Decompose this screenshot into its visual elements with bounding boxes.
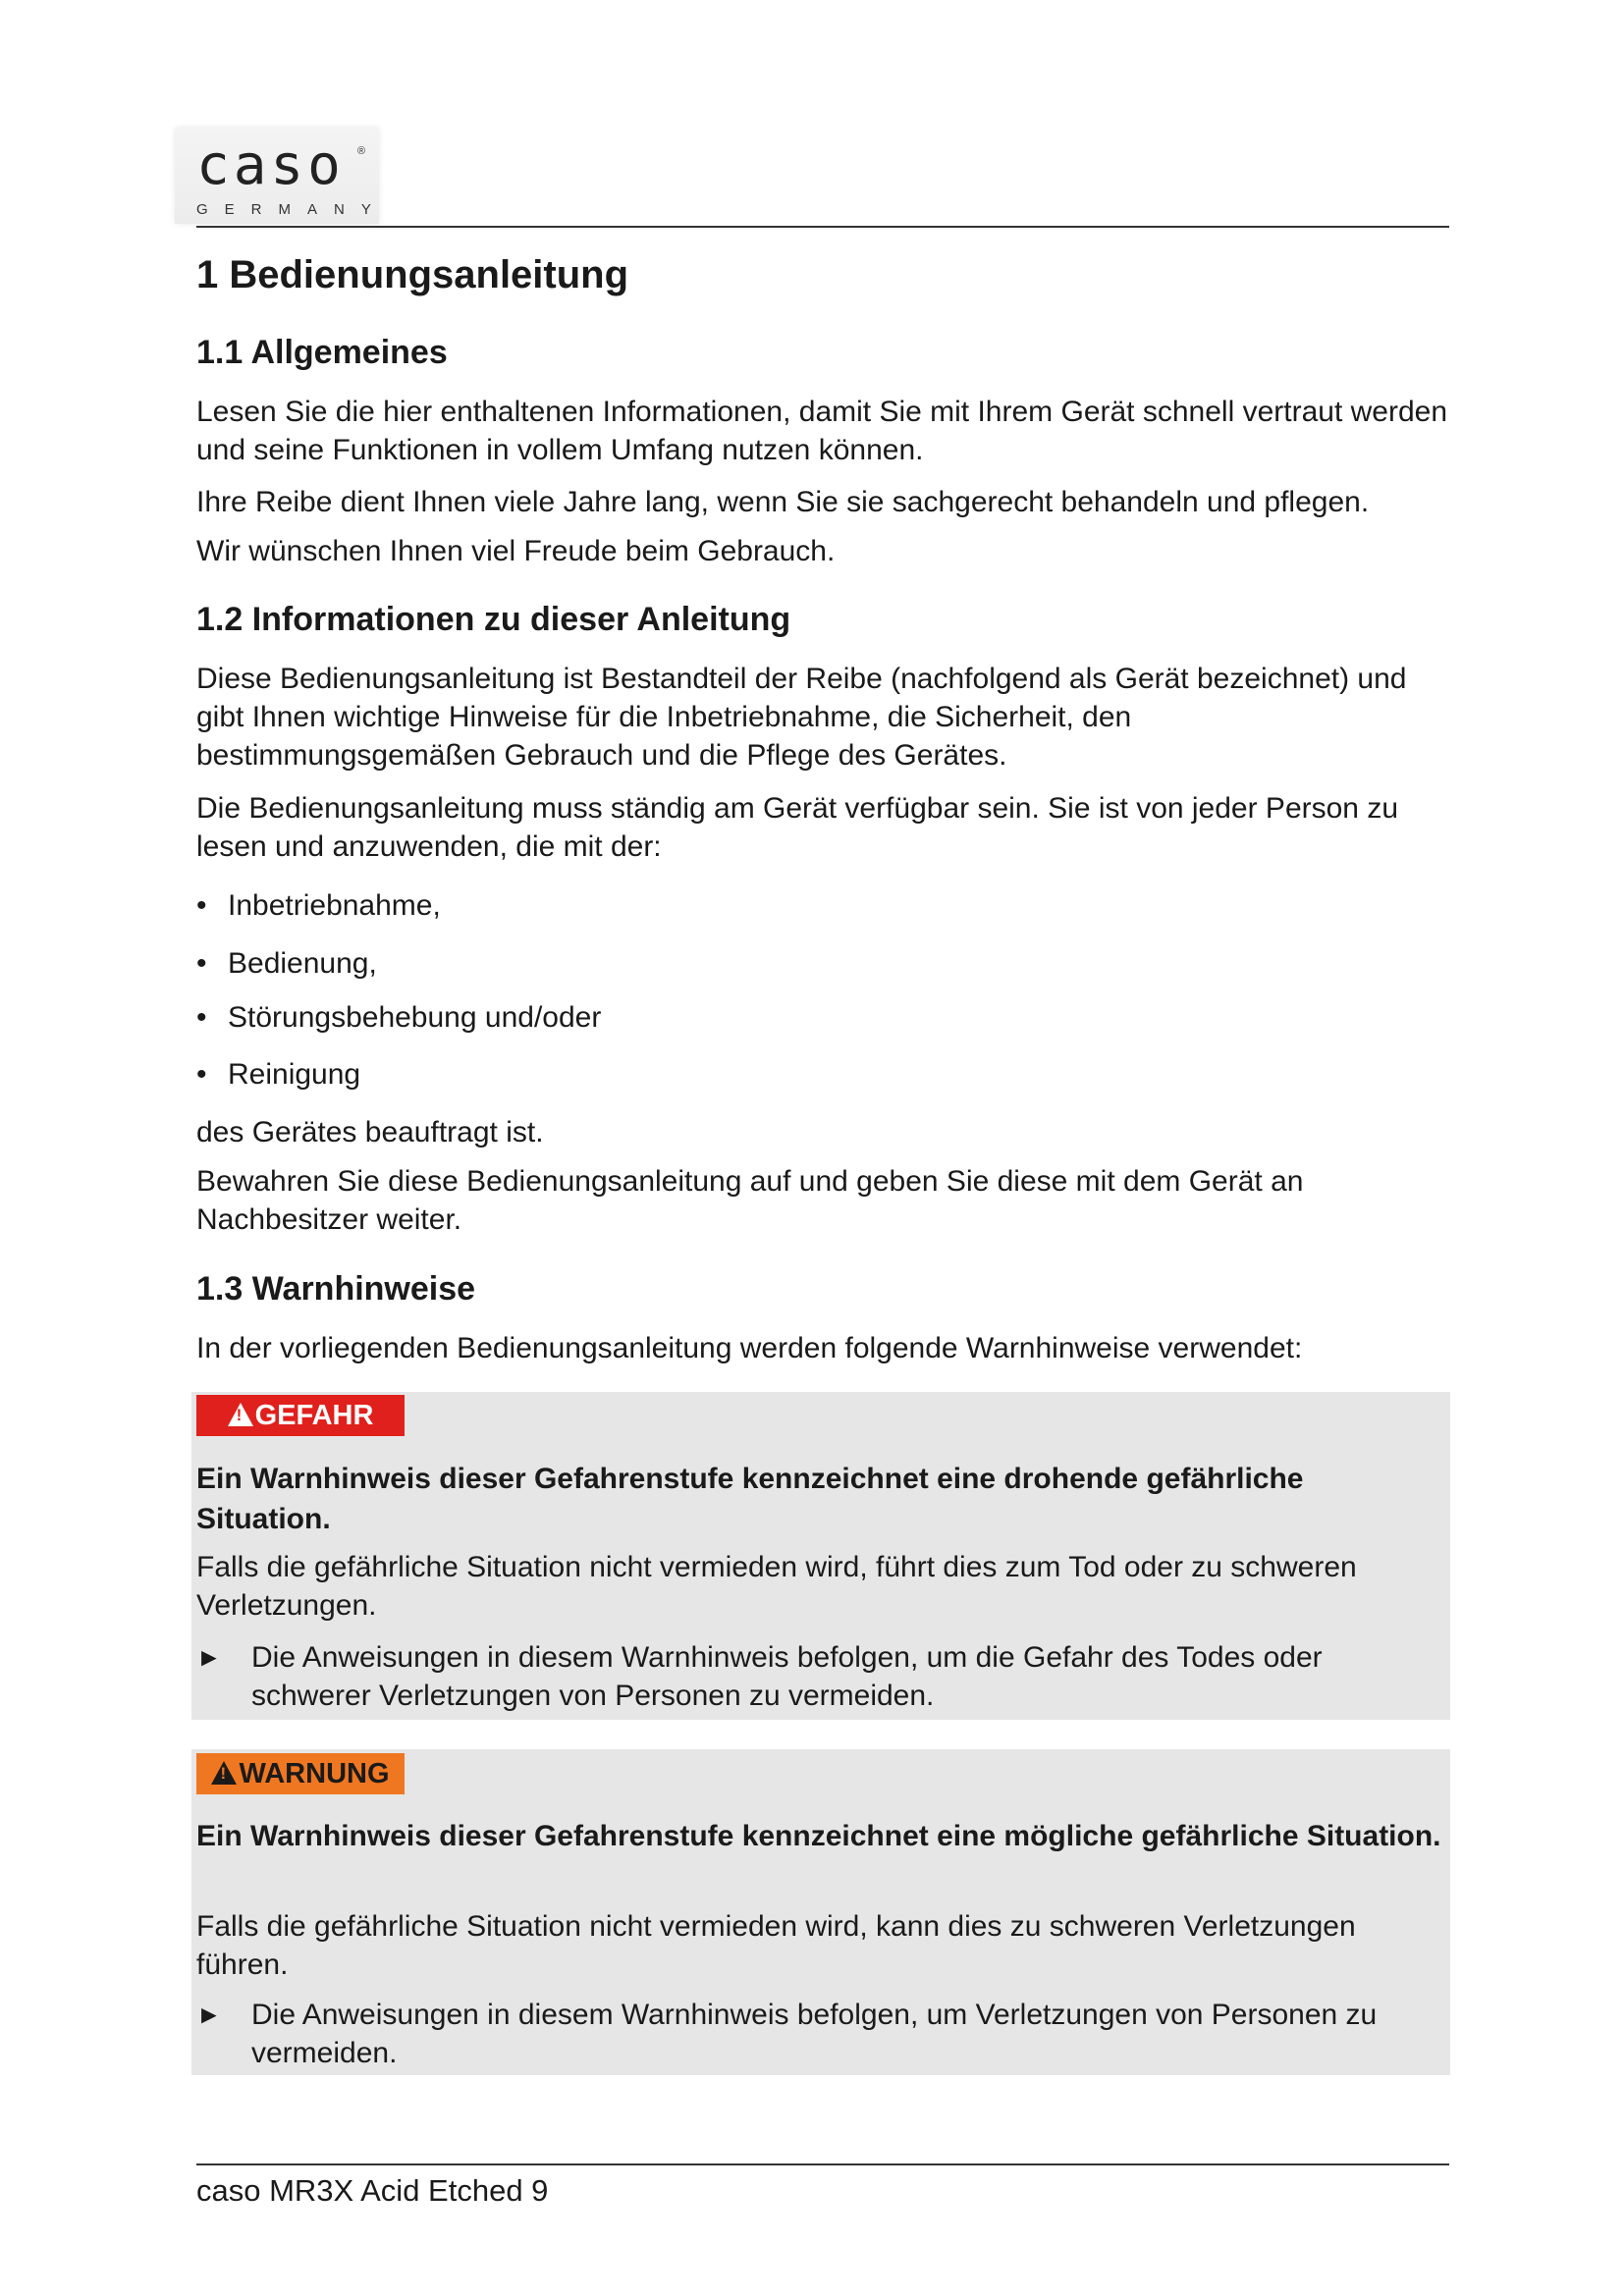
footer-text: caso MR3X Acid Etched 9 (196, 2173, 549, 2208)
paragraph: Lesen Sie die hier enthaltenen Informationen, damit Sie mit Ihrem Gerät schnell vertraut werden und seine Funktionen in vollem Umfang nutzen können. (196, 396, 1448, 466)
logo-subtitle: GERMANY (196, 201, 388, 218)
logo-registered-mark: ® (357, 145, 366, 157)
list-item: • Inbetriebnahme, (196, 886, 441, 925)
list-item: • Reinigung (196, 1055, 360, 1094)
bullet-icon: • (196, 1001, 207, 1034)
warning-heading: Ein Warnhinweis dieser Gefahrenstufe kennzeichnet eine mögliche gefährliche Situation. (196, 1820, 1441, 1852)
bullet-icon: • (196, 947, 207, 980)
header-divider (196, 226, 1449, 228)
heading-allgemeines: 1.1 Allgemeines (196, 334, 448, 371)
paragraph: Die Bedienungsanleitung muss ständig am Gerät verfügbar sein. Sie ist von jeder Person zu lesen und anzuwenden, die mit der: (196, 792, 1399, 863)
list-item: • Bedienung, (196, 944, 377, 983)
arrow-right-icon: ► (196, 1642, 222, 1672)
warning-triangle-icon (228, 1403, 253, 1426)
paragraph: In der vorliegenden Bedienungsanleitung werden folgende Warnhinweise verwendet: (196, 1332, 1303, 1364)
danger-text: Falls die gefährliche Situation nicht vermieden wird, führt dies zum Tod oder zu schweren Verletzungen. (196, 1551, 1357, 1622)
footer-divider (196, 2163, 1449, 2165)
logo-wordmark: caso (196, 133, 345, 197)
danger-heading: Ein Warnhinweis dieser Gefahrenstufe kennzeichnet eine drohende gefährliche Situation. (196, 1463, 1304, 1535)
heading-informationen: 1.2 Informationen zu dieser Anleitung (196, 601, 791, 638)
paragraph: des Gerätes beauftragt ist. (196, 1116, 544, 1148)
bullet-icon: • (196, 889, 207, 922)
list-item: • Störungsbehebung und/oder (196, 998, 601, 1037)
paragraph: Bewahren Sie diese Bedienungsanleitung auf und geben Sie diese mit dem Gerät an Nachbesitzer weiter. (196, 1165, 1304, 1236)
page-title: 1 Bedienungsanleitung (196, 253, 629, 296)
paragraph: Ihre Reibe dient Ihnen viele Jahre lang, wenn Sie sie sachgerecht behandeln und pflegen. (196, 486, 1370, 518)
warning-instruction: ► Die Anweisungen in diesem Warnhinweis befolgen, um Verletzungen von Personen zu vermeiden. (196, 1996, 1449, 2072)
heading-warnhinweise: 1.3 Warnhinweise (196, 1270, 476, 1308)
warning-triangle-icon (211, 1761, 237, 1785)
arrow-right-icon: ► (196, 2000, 222, 2029)
warning-text: Falls die gefährliche Situation nicht vermieden wird, kann dies zu schweren Verletzungen führen. (196, 1910, 1356, 1981)
danger-badge: !GEFAHR (196, 1395, 405, 1436)
warning-badge: !WARNUNG (196, 1753, 405, 1794)
danger-instruction: ► Die Anweisungen in diesem Warnhinweis befolgen, um die Gefahr des Todes oder schwerer Verletzungen von Personen zu vermeiden. (196, 1638, 1449, 1715)
bullet-icon: • (196, 1058, 207, 1091)
paragraph: Diese Bedienungsanleitung ist Bestandteil der Reibe (nachfolgend als Gerät bezeichnet) und gibt Ihnen wichtige Hinweise für die Inbetriebnahme, die Sicherheit, den bestimmungsgemäßen Gebrauch und die Pflege des Gerätes. (196, 663, 1407, 772)
paragraph: Wir wünschen Ihnen viel Freude beim Gebrauch. (196, 535, 836, 567)
